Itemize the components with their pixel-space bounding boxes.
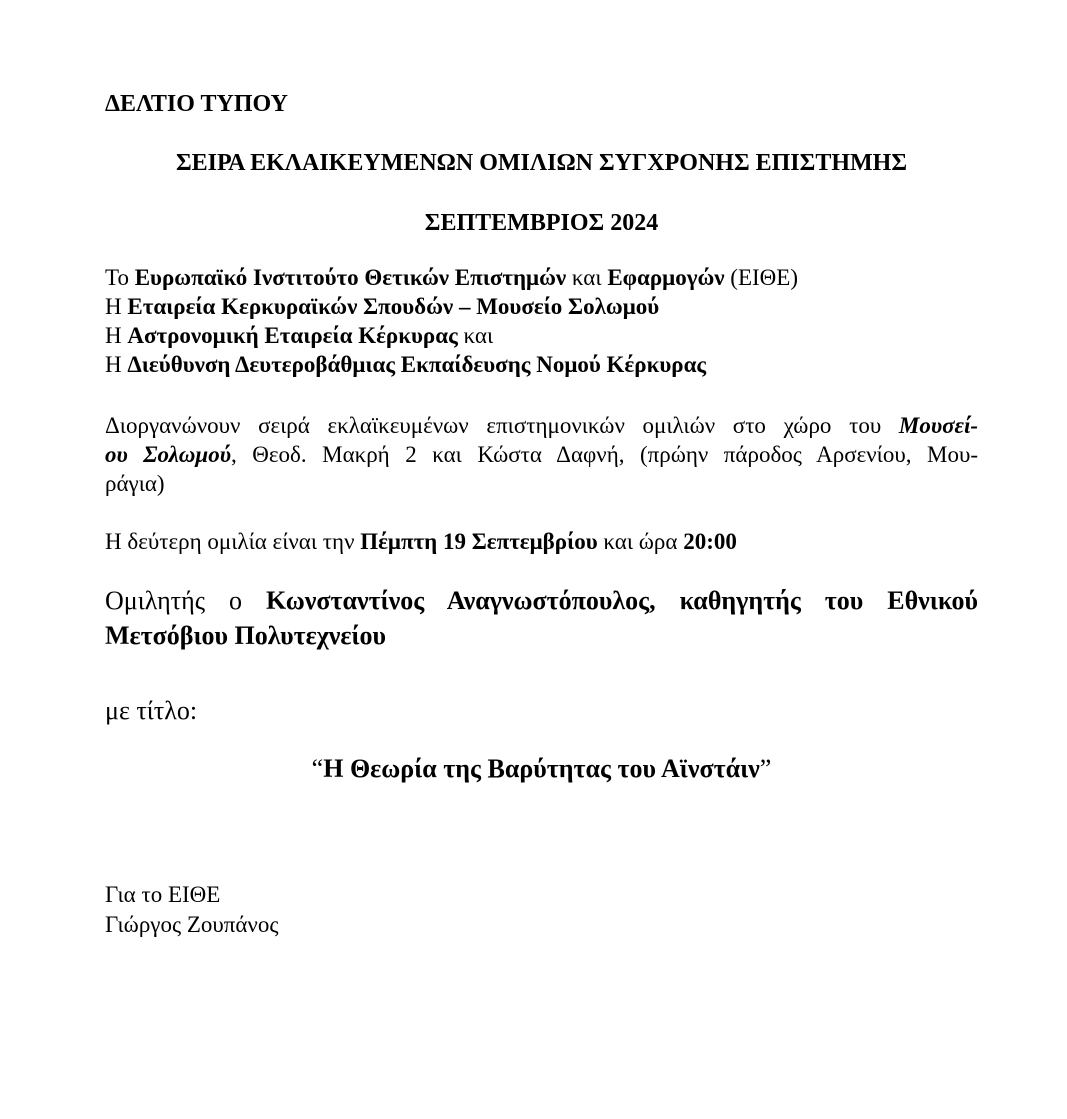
venue-line-3	[105, 469, 978, 498]
organizer-line-2	[105, 292, 978, 321]
signature-org-line: Για το ΕΙΘΕ	[105, 882, 221, 907]
month-heading: ΣΕΠΤΕΜΒΡΙΟΣ 2024	[424, 210, 659, 236]
speaker-prefix: Ομιλητής ο	[105, 586, 266, 615]
organizer-line-4	[105, 350, 978, 379]
signature-name-line: Γιώργος Ζουπάνος	[105, 912, 279, 937]
venue-line-2	[105, 440, 978, 469]
talk-title-close-quote: ”	[759, 754, 772, 783]
title-intro: με τίτλο:	[105, 696, 198, 725]
organizer-1-name-2: Εφαρμογών	[607, 265, 725, 290]
organizer-line-1	[105, 263, 978, 292]
series-title: ΣΕΙΡΑ ΕΚΛΑΙΚΕΥΜΕΝΩΝ ΟΜΙΛΙΩΝ ΣΥΓΧΡΟΝΗΣ ΕΠΙΣΤΗΜΗΣ	[175, 150, 908, 176]
organizer-3-name: Αστρονομική Εταιρεία Κέρκυρας	[127, 323, 458, 348]
schedule-date: Πέμπτη 19 Σεπτεμβρίου	[360, 529, 598, 554]
talk-schedule-line	[105, 527, 978, 556]
organizer-1-abbr: (ΕΙΘΕ)	[724, 265, 798, 290]
organizer-4-prefix: Η	[105, 352, 128, 377]
signature-block	[105, 880, 978, 940]
schedule-prefix: Η δεύτερη ομιλία είναι την	[105, 529, 361, 554]
organizers-list	[105, 263, 978, 379]
organizer-1-connector: και	[566, 265, 608, 290]
talk-title	[105, 751, 978, 786]
schedule-time: 20:00	[683, 529, 737, 554]
talk-title-text: Η Θεωρία της Βαρύτητας του Αϊνστάιν	[323, 754, 760, 783]
talk-title-open-quote: “	[311, 754, 324, 783]
venue-intro-text: Διοργανώνουν σειρά εκλαϊκευμένων επιστημονικών ομιλιών στο χώρο του	[105, 413, 899, 438]
speaker-name-and-role: Κωνσταντίνος Αναγνωστόπουλος, καθηγητής του Εθνικού	[266, 586, 979, 615]
venue-paragraph	[105, 411, 978, 498]
venue-address-text: , Θεοδ. Μακρή 2 και Κώστα Δαφνή, (πρώην πάροδος Αρσενίου, Μου-	[231, 442, 978, 467]
press-release-kicker: ΔΕΛΤΙΟ ΤΥΠΟΥ	[105, 91, 288, 117]
organizer-3-prefix: Η	[105, 323, 128, 348]
speaker-institution: Μετσόβιου Πολυτεχνείου	[105, 621, 387, 650]
venue-line-1	[105, 411, 978, 440]
organizer-2-prefix: Η	[105, 294, 128, 319]
speaker-line-2	[105, 618, 978, 653]
organizer-2-name: Εταιρεία Κερκυραϊκών Σπουδών – Μουσείο Σολωμού	[127, 294, 660, 319]
speaker-paragraph	[105, 583, 978, 653]
speaker-line-1	[105, 583, 978, 618]
organizer-line-3	[105, 321, 978, 350]
organizer-3-connector: και	[457, 323, 494, 348]
organizer-1-prefix: Το	[105, 265, 135, 290]
schedule-connector: και ώρα	[597, 529, 684, 554]
venue-name-part-2: ου Σολωμού	[105, 442, 231, 467]
venue-name-part-1: Μουσεί-	[898, 413, 978, 438]
organizer-1-name: Ευρωπαϊκό Ινστιτούτο Θετικών Επιστημών	[134, 265, 567, 290]
venue-address-end: ράγια)	[105, 471, 165, 496]
organizer-4-name: Διεύθυνση Δευτεροβάθμιας Εκπαίδευσης Νομού Κέρκυρας	[127, 352, 707, 377]
